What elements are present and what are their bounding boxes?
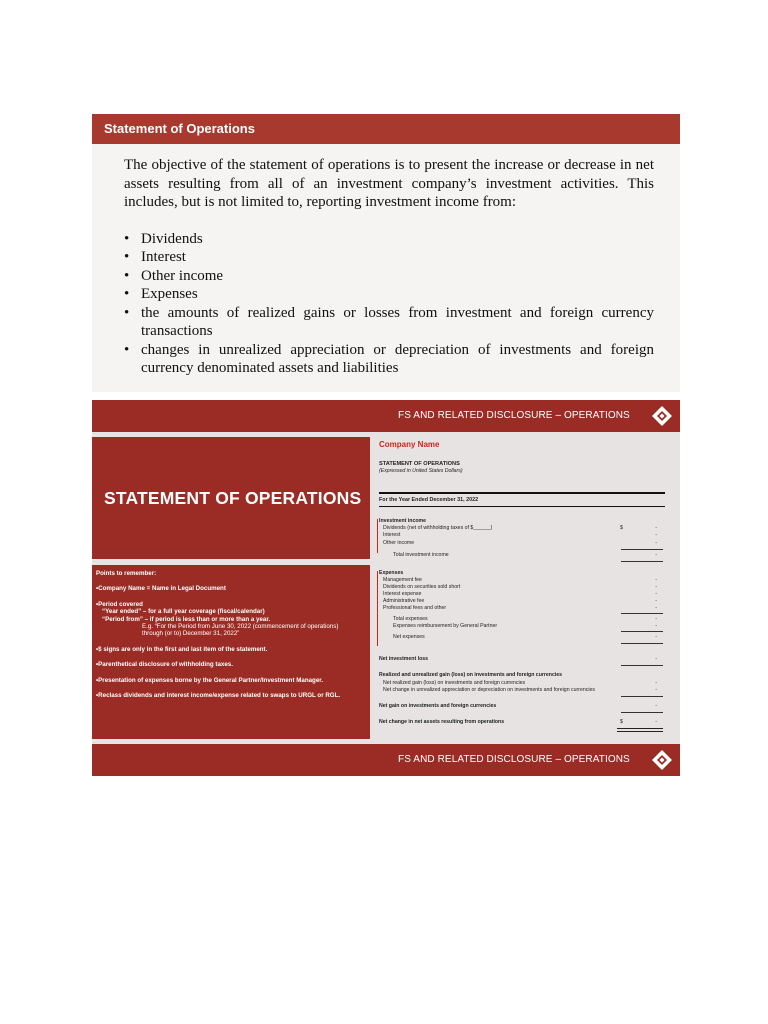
note-example: through (or to) December 31, 2022” (142, 630, 240, 638)
list-item (124, 248, 654, 267)
table-row (379, 577, 665, 584)
subtotal-line (621, 696, 663, 697)
table-row (379, 623, 665, 630)
bottom-banner (92, 744, 680, 776)
row-label: Other income (383, 540, 415, 546)
row-label: Net gain on investments and foreign currencies (379, 703, 497, 709)
slide-title: STATEMENT OF OPERATIONS (92, 437, 370, 559)
table-row (379, 672, 665, 679)
table-row (379, 680, 665, 687)
table-row (379, 656, 665, 663)
row-label: Dividends on securities sold short (383, 584, 461, 590)
table-row (379, 540, 665, 547)
note-year-ended: “Year ended” – for a full year coverage (fiscal/calendar) (102, 608, 265, 616)
row-currency: $ (620, 525, 623, 531)
table-row (379, 525, 665, 532)
row-value: - (655, 605, 657, 611)
note-expenses-borne: •Presentation of expenses borne by the General Partner/Investment Manager. (96, 676, 324, 684)
diamond-logo-icon (652, 406, 672, 426)
row-value: - (655, 719, 657, 725)
note-withholding: •Parenthetical disclosure of withholding taxes. (96, 661, 233, 669)
row-value: - (655, 532, 657, 538)
row-value: - (655, 687, 657, 693)
points-to-remember (92, 565, 370, 739)
list-item-text: changes in unrealized appreciation or depreciation of investments and foreign currency denominated assets and liabilities (141, 341, 654, 376)
table-row (379, 616, 665, 623)
table-row (379, 532, 665, 539)
row-label: Net investment loss (379, 656, 429, 662)
row-label: Total investment income (393, 552, 449, 558)
subtotal-line (621, 665, 663, 666)
row-label: Dividends (net of withholding taxes of $______) (383, 525, 493, 531)
row-label: Net change in net assets resulting from operations (379, 719, 505, 725)
row-label: Management fee (383, 577, 422, 583)
divider (379, 506, 665, 507)
row-value: - (655, 680, 657, 686)
table-row (379, 687, 665, 694)
list-item-text: Other income (141, 267, 224, 284)
top-banner (92, 400, 680, 432)
list-item (124, 230, 654, 249)
row-value: - (655, 623, 657, 629)
note-dollar-signs: •$ signs are only in the first and last item of the statement. (96, 645, 268, 653)
bullet-icon: • (124, 249, 130, 265)
row-label: Interest (383, 532, 401, 538)
row-label: Expenses reimbursement by General Partner (393, 623, 498, 629)
subtotal-line (621, 712, 663, 713)
statement-of-operations-section (92, 114, 680, 392)
list-item-text: Dividends (141, 230, 203, 247)
row-value: - (655, 703, 657, 709)
row-value: - (655, 656, 657, 662)
row-label: Administrative fee (383, 598, 425, 604)
bullet-icon: • (124, 341, 130, 358)
note-company: •Company Name = Name in Legal Document (96, 585, 226, 593)
list-item-text: the amounts of realized gains or losses from investment and foreign currency transactions (141, 304, 654, 339)
row-label: Interest expense (383, 591, 422, 597)
row-value: - (655, 591, 657, 597)
table-row (379, 605, 665, 612)
statement-title: STATEMENT OF OPERATIONS (379, 461, 460, 467)
row-label: Net expenses (393, 634, 425, 640)
diamond-logo-icon (652, 750, 672, 770)
list-item-text: Expenses (141, 286, 198, 302)
bullet-icon: • (124, 286, 130, 302)
bullet-list (124, 230, 654, 378)
period-label: For the Year Ended December 31, 2022 (379, 497, 479, 503)
row-value: - (655, 540, 657, 546)
total-double-underline (617, 728, 663, 732)
subtotal-line (621, 613, 663, 614)
table-row (379, 703, 665, 710)
row-currency: $ (620, 719, 623, 725)
company-name: Company Name (379, 440, 440, 449)
row-value: - (655, 616, 657, 622)
bullet-icon: • (124, 267, 130, 284)
row-value: - (655, 584, 657, 590)
notes-heading: Points to remember: (96, 570, 157, 577)
note-period-from: “Period from” – if period is less than or more than a year. (102, 615, 271, 623)
row-value: - (655, 634, 657, 640)
subtotal-line (621, 631, 663, 632)
table-row (379, 598, 665, 605)
financial-statement (376, 437, 674, 737)
list-item (124, 341, 654, 378)
subtotal-line (621, 643, 663, 644)
list-item (124, 285, 654, 304)
row-value: - (655, 525, 657, 531)
table-row (379, 584, 665, 591)
row-label: Professional fees and other (383, 605, 447, 611)
row-label: Net change in unrealized appreciation or depreciation on investments and foreign currencies (383, 687, 595, 693)
row-label: Net realized gain (loss) on investments and foreign currencies (383, 680, 526, 686)
divider (379, 492, 665, 494)
row-value: - (655, 598, 657, 604)
table-row (379, 719, 665, 726)
list-item-text: Interest (141, 249, 186, 265)
table-row (379, 552, 665, 559)
note-example: E.g. “For the Period from June 30, 2022 (commencement of operations) (142, 623, 339, 631)
row-label: Investment income (379, 518, 426, 524)
table-row (379, 570, 665, 577)
row-label: Expenses (379, 570, 404, 576)
row-label: Realized and unrealized gain (loss) on investments and foreign currencies (379, 672, 563, 678)
table-row (379, 518, 665, 525)
subtotal-line (621, 561, 663, 562)
list-item (124, 304, 654, 341)
row-value: - (655, 552, 657, 558)
operations-slide (92, 400, 680, 776)
bullet-icon: • (124, 304, 130, 321)
table-row (379, 591, 665, 598)
note-reclass: •Reclass dividends and interest income/expense related to swaps to URGL or RGL. (96, 692, 341, 700)
banner-title: FS AND RELATED DISCLOSURE – OPERATIONS (398, 410, 630, 421)
intro-paragraph: The objective of the statement of operations is to present the increase or decrease in net assets resulting from all of an investment company’s investment activities. This includes, but is not limited to, reporting investment income from: (124, 157, 654, 210)
statement-currency-note: (Expressed in United States Dollars) (379, 468, 463, 474)
banner-title: FS AND RELATED DISCLOSURE – OPERATIONS (398, 754, 630, 765)
table-row (379, 634, 665, 641)
section-header: Statement of Operations (92, 114, 680, 144)
section-body (92, 144, 680, 378)
row-label: Total expenses (393, 616, 428, 622)
list-item (124, 267, 654, 286)
bullet-icon: • (124, 230, 130, 247)
subtotal-line (621, 549, 663, 550)
row-value: - (655, 577, 657, 583)
note-period-heading: •Period covered (96, 600, 143, 608)
